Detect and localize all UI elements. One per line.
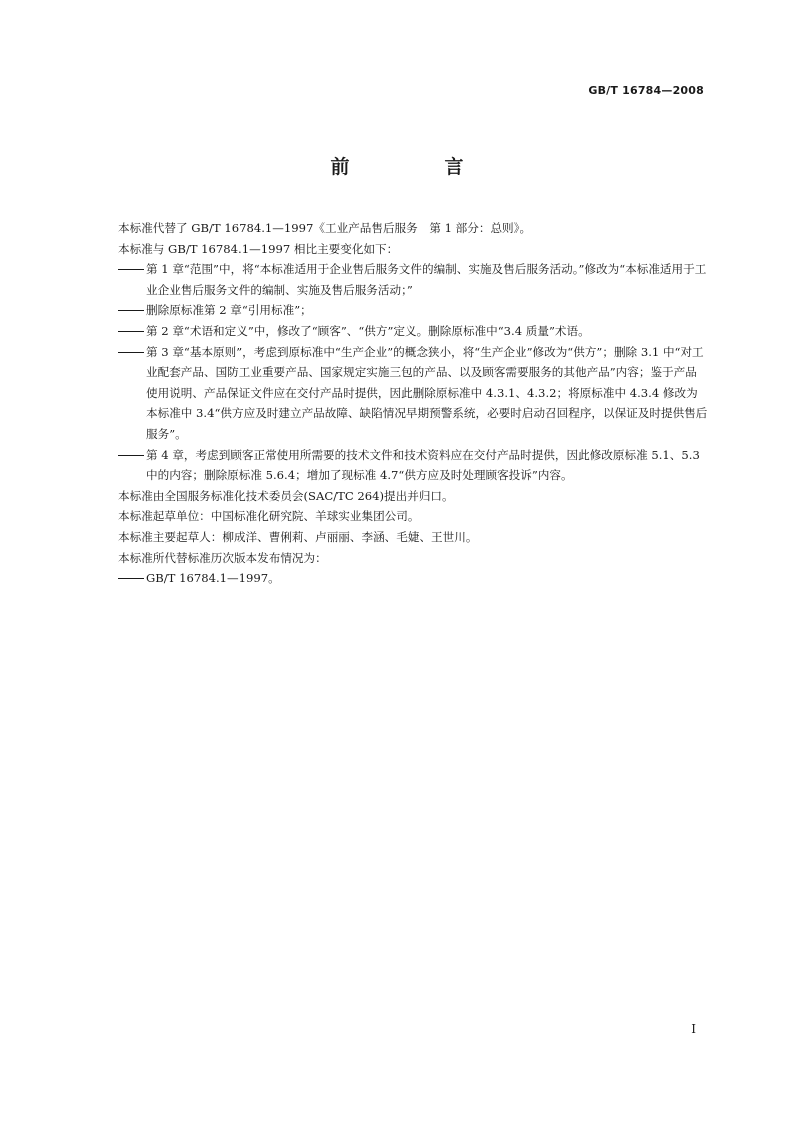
list-item-text: 删除原标准第 2 章“引用标准”； [146, 303, 312, 318]
paragraph-changes-intro: 本标准与 GB/T 16784.1—1997 相比主要变化如下： [118, 241, 399, 256]
dash-marker [118, 342, 146, 445]
paragraph-drafting-units: 本标准起草单位：中国标准化研究院、羊球实业集团公司。 [118, 509, 420, 524]
dash-marker [118, 259, 146, 300]
paragraph-replaces: 本标准代替了 GB/T 16784.1—1997《工业产品售后服务 第 1 部分：总则》。 [118, 221, 532, 235]
list-item [118, 300, 708, 321]
dash-marker [118, 568, 146, 589]
list-item [118, 445, 708, 486]
list-item [118, 342, 708, 445]
page-number: I [691, 1022, 696, 1036]
list-item [118, 259, 708, 300]
list-item-text: 第 1 章“范围”中，将“本标准适用于企业售后服务文件的编制、实施及售后服务活动。”修改为“本标准适用于工业企业售后服务文件的编制、实施及售后服务活动；” [146, 262, 707, 297]
paragraph-proposed-by: 本标准由全国服务标准化技术委员会(SAC/TC 264)提出并归口。 [118, 488, 454, 503]
dash-marker [118, 445, 146, 486]
list-item [118, 321, 708, 342]
page-title: 前 言 [330, 156, 502, 178]
paragraph-drafters: 本标准主要起草人：柳成洋、曹俐莉、卢丽丽、李涵、毛婕、王世川。 [118, 529, 478, 544]
list-item-text: 第 3 章“基本原则”，考虑到原标准中“生产企业”的概念狭小，将“生产企业”修改为“供方”；删除 3.1 中“对工业配套产品、国防工业重要产品、国家规定实施三包的产品、以及顾客需要服务的其他产品”内容；鉴于产品使用说明、产品保证文件应在交付产品时提供，因此删除原标准中 4.3.1、4.3.2；将原标准中 4.3.4 修改为本标准中 3.4“供方应及时建立产品故障、缺陷情况早期预警系统，必要时启动召回程序，以保证及时提供售后服务”。 [146, 344, 708, 441]
history-item-text: GB/T 16784.1—1997。 [146, 571, 280, 586]
dash-marker [118, 300, 146, 321]
document-code: GB/T 16784—2008 [588, 84, 704, 97]
paragraph-history-intro: 本标准所代替标准历次版本发布情况为： [118, 550, 327, 565]
document-body [118, 218, 708, 589]
history-item [118, 568, 708, 589]
list-item-text: 第 2 章“术语和定义”中，修改了“顾客”、“供方”定义。删除原标准中“3.4 质量”术语。 [146, 323, 590, 338]
list-item-text: 第 4 章，考虑到顾客正常使用所需要的技术文件和技术资料应在交付产品时提供，因此修改原标准 5.1、5.3 中的内容；删除原标准 5.6.4；增加了现标准 4.7“供方应及时处理顾客投诉”内容。 [146, 447, 700, 483]
dash-marker [118, 321, 146, 342]
